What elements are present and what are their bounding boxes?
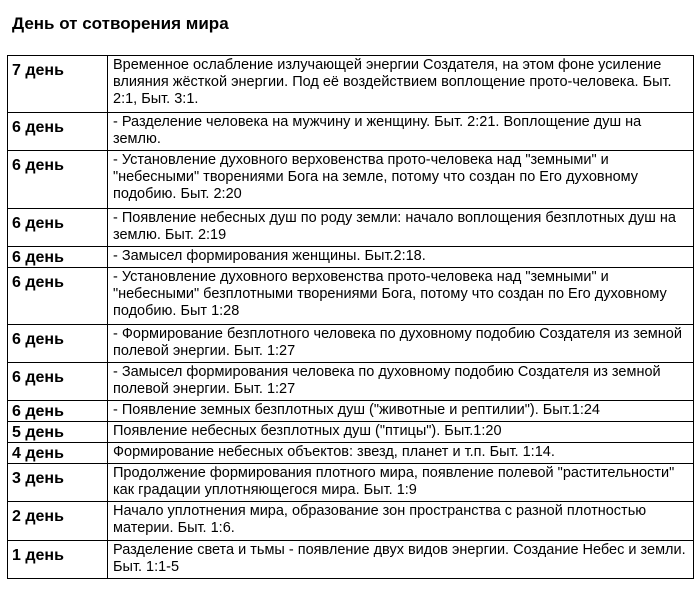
day-description: Появление небесных безплотных душ ("птицы"). Быт.1:20 [108, 422, 694, 443]
day-description: - Замысел формирования человека по духовному подобию Создателя из земной полевой энергии. Быт. 1:27 [108, 363, 694, 401]
table-row [8, 363, 694, 401]
table-row [8, 464, 694, 502]
day-description: Продолжение формирования плотного мира, появление полевой "растительности" как градации уплотняющегося мира. Быт. 1:9 [108, 464, 694, 502]
day-description: - Появление небесных душ по роду земли: начало воплощения безплотных душ на землю. Быт. 2:19 [108, 209, 694, 247]
day-label: 6 день [8, 151, 108, 209]
day-label: 6 день [8, 268, 108, 325]
day-description: - Разделение человека на мужчину и женщину. Быт. 2:21. Воплощение душ на землю. [108, 113, 694, 151]
day-description: - Формирование безплотного человека по духовному подобию Создателя из земной полевой энергии. Быт. 1:27 [108, 325, 694, 363]
day-description: - Замысел формирования женщины. Быт.2:18. [108, 247, 694, 268]
day-label: 6 день [8, 325, 108, 363]
day-label: 6 день [8, 401, 108, 422]
table-row [8, 56, 694, 113]
day-description: Временное ослабление излучающей энергии Создателя, на этом фоне усиление влияния жёсткой энергии. Под её воздействием воплощение прото-человека. Быт. 2:1, Быт. 3:1. [108, 56, 694, 113]
day-description: Формирование небесных объектов: звезд, планет и т.п. Быт. 1:14. [108, 443, 694, 464]
table-row [8, 268, 694, 325]
day-label: 1 день [8, 541, 108, 579]
table-row [8, 325, 694, 363]
day-label: 4 день [8, 443, 108, 464]
day-label: 2 день [8, 502, 108, 541]
table-row [8, 247, 694, 268]
day-description: Начало уплотнения мира, образование зон пространства с разной плотностью материи. Быт. 1:6. [108, 502, 694, 541]
day-description: Разделение света и тьмы - появление двух видов энергии. Создание Небес и земли. Быт. 1:1-5 [108, 541, 694, 579]
day-label: 6 день [8, 363, 108, 401]
table-row [8, 502, 694, 541]
day-label: 6 день [8, 113, 108, 151]
day-description: - Установление духовного верховенства прото-человека над "земными" и "небесными" творениями Бога на земле, потому что создан по Его духовному подобию. Быт. 2:20 [108, 151, 694, 209]
day-label: 7 день [8, 56, 108, 113]
day-label: 6 день [8, 209, 108, 247]
table-row [8, 209, 694, 247]
table-row [8, 541, 694, 579]
day-label: 5 день [8, 422, 108, 443]
creation-days-table [7, 55, 694, 579]
day-description: - Установление духовного верховенства прото-человека над "земными" и "небесными" безплотными творениями Бога, потому что создан по Его духовному подобию. Быт 1:28 [108, 268, 694, 325]
day-label: 6 день [8, 247, 108, 268]
day-description: - Появление земных безплотных душ ("животные и рептилии"). Быт.1:24 [108, 401, 694, 422]
table-row [8, 443, 694, 464]
table-row [8, 422, 694, 443]
page-title: День от сотворения мира [12, 14, 229, 33]
table-row [8, 113, 694, 151]
table-row [8, 401, 694, 422]
day-label: 3 день [8, 464, 108, 502]
table-row [8, 151, 694, 209]
